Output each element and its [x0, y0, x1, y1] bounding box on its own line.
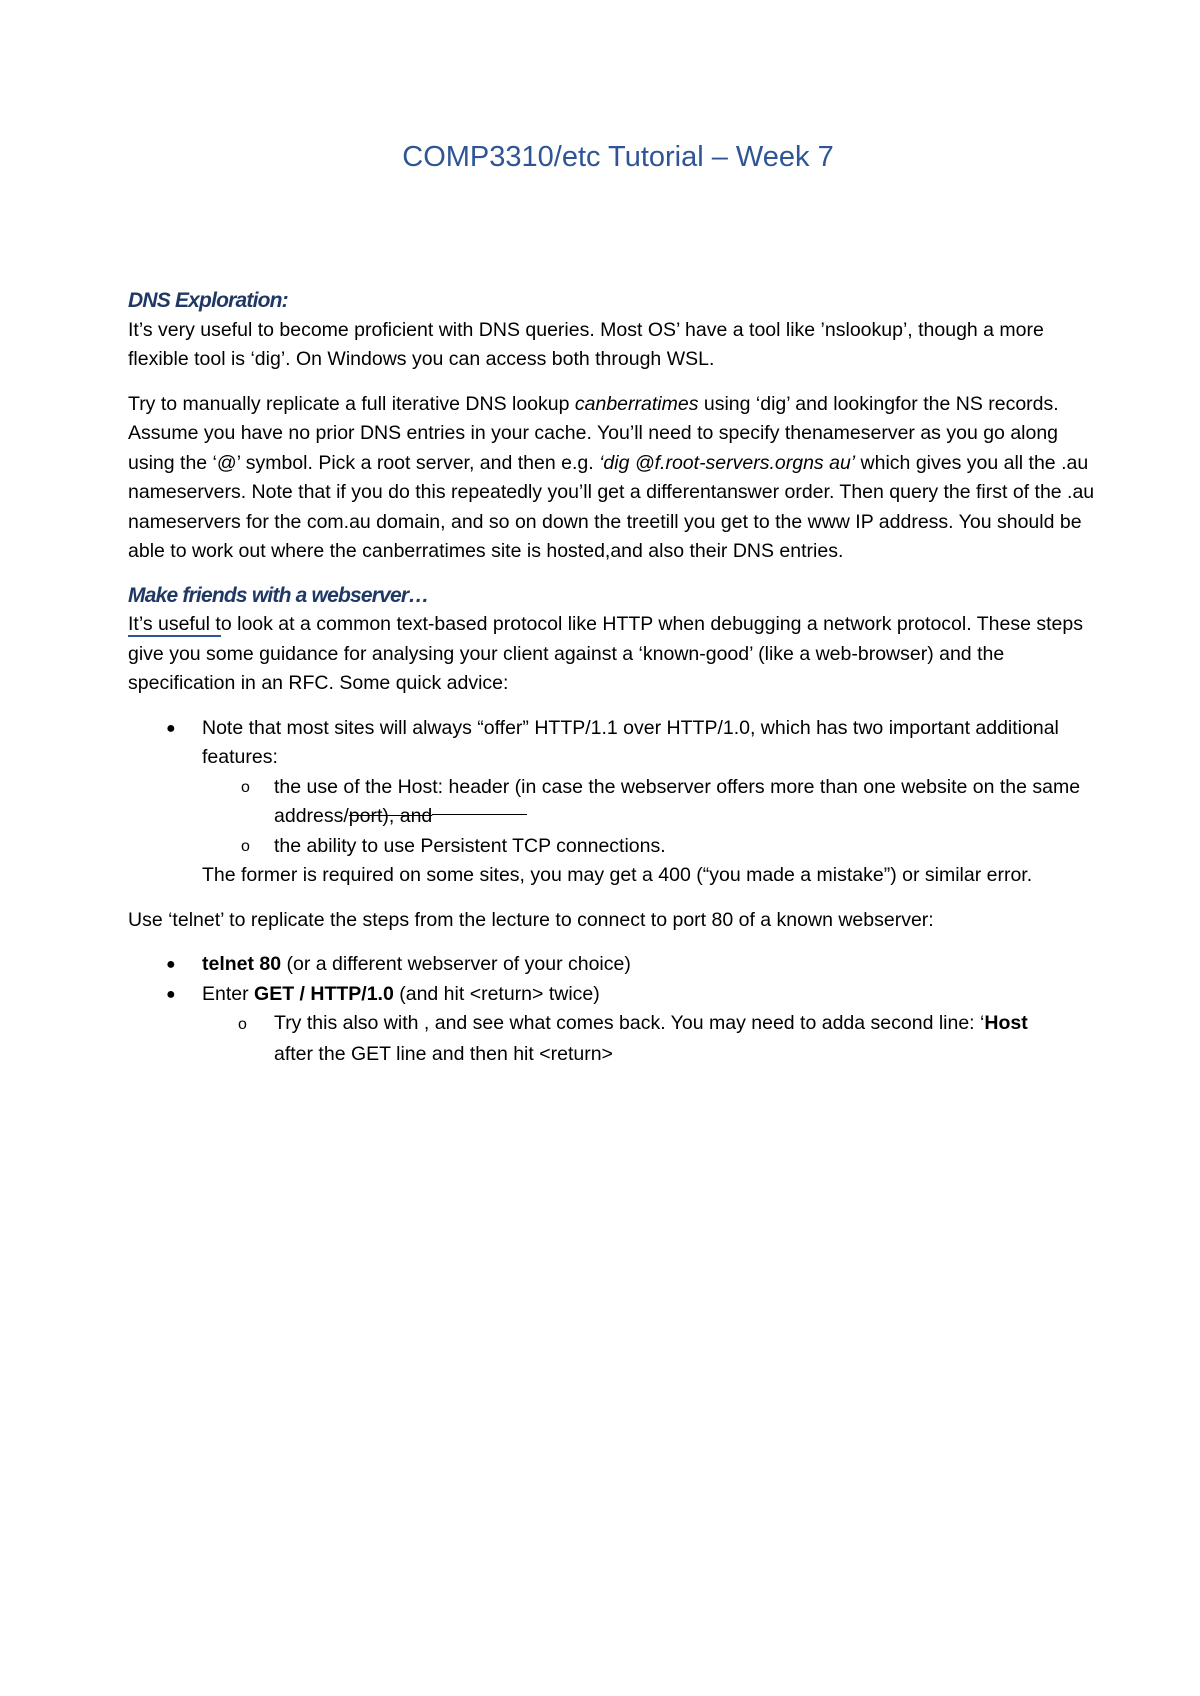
get-command: GET / HTTP/1.0: [254, 982, 394, 1005]
bullet-icon: ●: [166, 956, 176, 973]
webserver-paragraph-1: It’s useful to look at a common text-based protocol like HTTP when debugging a network protocol. These steps give you some guidance for analysing your client against a ‘known-good’ (like a web-browser) and the specification in an RFC. Some quick advice:: [128, 613, 1083, 694]
list-item: ● Enter GET / HTTP/1.0 (and hit <return> twice): [128, 980, 1108, 1010]
dns-paragraph-2: Try to manually replicate a full iterative DNS lookup canberratimes using ‘dig’ and lookingfor the NS records. Assume you have no prior DNS entries in your cache. You’ll need to specify thenameserver as you go along using the ‘@’ symbol. Pick a root server, and then e.g. ‘dig @f.root-servers.orgns au’ which gives you all the .au nameservers. Note that if you do this repeatedly you’ll get a differentanswer order. Then query the first of the .au nameservers for the com.au domain, and so on down the treetill you get to the www IP address. You should be able to work out where the canberratimes site is hosted,and also their DNS entries.: [128, 392, 1095, 562]
underlined-text: It’s useful t: [128, 613, 221, 635]
webserver-paragraph-2: Use ‘telnet’ to replicate the steps from the lecture to connect to port 80 of a known webserver:: [128, 908, 934, 931]
dns-heading: DNS Exploration:: [128, 289, 288, 312]
sub-bullet-icon: o: [241, 837, 250, 855]
telnet-command: telnet 80: [202, 953, 282, 975]
dns-paragraph-1: It’s very useful to become proficient with DNS queries. Most OS’ have a tool like ’nslookup’, though a more flexible tool is ‘dig’. On Windows you can access both through WSL.: [128, 318, 1044, 370]
page-title: COMP3310/etc Tutorial – Week 7: [402, 141, 834, 173]
list-item: o Try this also with , and see what comes back. You may need to adda second line: ‘Host after the GET line and then hit <return>: [238, 1012, 1028, 1065]
document-body: [128, 286, 1108, 1069]
list-item: ● telnet 80 (or a different webserver of your choice): [128, 950, 1108, 980]
webserver-heading: Make friends with a webserver…: [128, 583, 429, 607]
note-paragraph: The former is required on some sites, you may get a 400 (“you made a mistake”) or similar error.: [202, 864, 1033, 886]
dig-command-emphasis: ‘dig @f.root-servers.orgns au’: [599, 451, 856, 474]
strikethrough-text: port), and: [348, 805, 433, 827]
bullet-icon: ●: [166, 985, 176, 1003]
list-item: o the ability to use Persistent TCP connections.: [128, 832, 1108, 862]
advice-list: [128, 714, 1108, 862]
sub-bullet-icon: o: [241, 778, 250, 796]
domain-emphasis: canberratimes: [574, 392, 699, 415]
telnet-steps-list: [128, 950, 1108, 1069]
sub-bullet-icon: o: [238, 1016, 247, 1033]
bullet-icon: ●: [166, 719, 176, 737]
strike-line: [432, 814, 527, 816]
list-item: ● Note that most sites will always “offer” HTTP/1.1 over HTTP/1.0, which has two important additional features:: [128, 714, 1108, 773]
list-item: o the use of the Host: header (in case the webserver offers more than one website on the same address/port), and: [128, 773, 1108, 832]
host-keyword: Host: [984, 1012, 1028, 1034]
